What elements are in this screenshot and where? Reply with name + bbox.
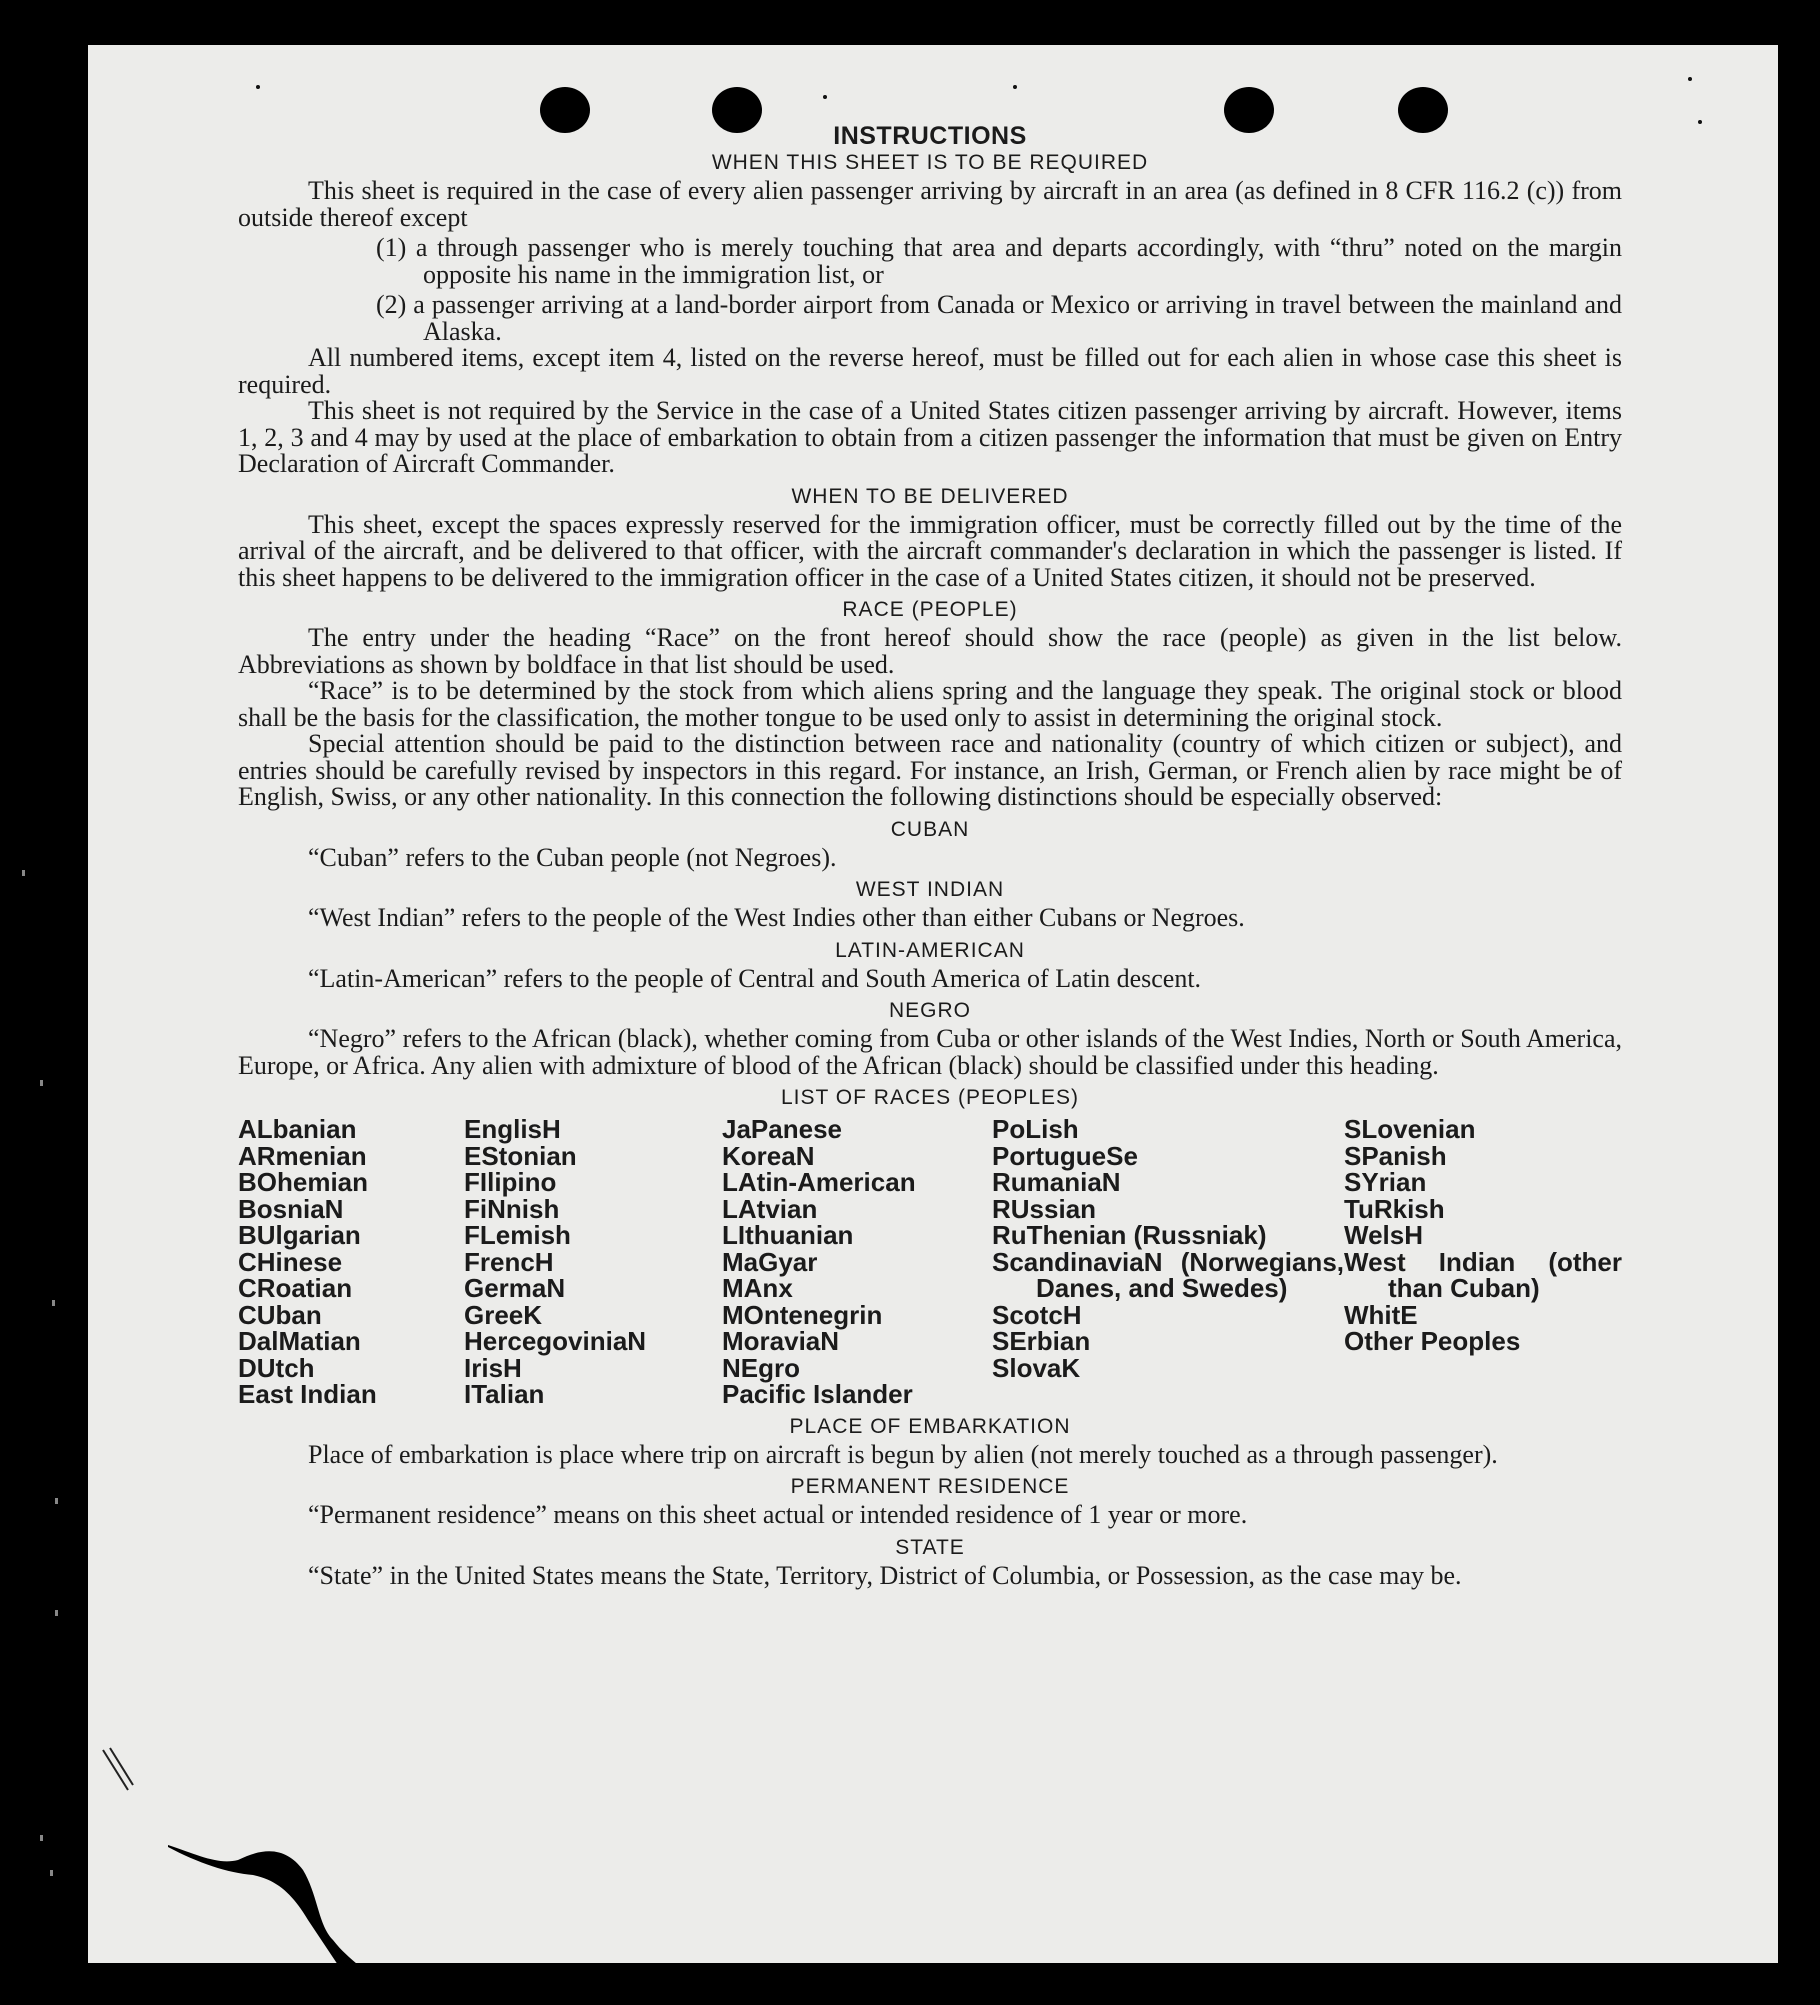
- race-entry: FLemish: [464, 1220, 571, 1250]
- races-list: [238, 1116, 1622, 1408]
- ink-stain: [168, 1825, 408, 1963]
- section-heading: STATE: [895, 1535, 965, 1559]
- races-column: [464, 1116, 722, 1408]
- section-heading: LATIN-AMERICAN: [835, 938, 1025, 962]
- race-entry: IrisH: [464, 1352, 522, 1383]
- list-item: (1) a through passenger who is merely touching that area and departs accordingly, with “thru” noted on the margin opposite his name in the immigration list, or: [376, 233, 1622, 289]
- race-entry: GreeK: [464, 1299, 543, 1330]
- section-heading: PLACE OF EMBARKATION: [789, 1414, 1071, 1438]
- section-heading: PERMANENT RESIDENCE: [790, 1475, 1070, 1498]
- race-entry: CRoatian: [238, 1273, 353, 1303]
- race-entry: ITalian: [464, 1379, 545, 1409]
- section-paragraph: All numbered items, except item 4, listed on the reverse hereof, must be filled out for each alien in whose case this sheet is required.: [238, 343, 1622, 399]
- race-entry: FiNnish: [464, 1193, 560, 1224]
- section-paragraph: “Permanent residence” means on this sheet actual or intended residence of 1 year or more.: [308, 1500, 1248, 1529]
- race-entry: ARmenian: [238, 1140, 367, 1171]
- race-entry: MAnx: [722, 1273, 793, 1303]
- instruction-sheet: [88, 45, 1778, 1963]
- race-entry: JaPanese: [722, 1114, 842, 1144]
- race-entry: LAtvian: [722, 1193, 818, 1224]
- section-heading: RACE (PEOPLE): [842, 598, 1018, 621]
- race-entry: HercegoviniaN: [464, 1326, 647, 1356]
- race-entry: ScotcH: [992, 1299, 1082, 1330]
- race-entry: CUban: [238, 1299, 322, 1330]
- race-entry: ScandinaviaN (Norwegians, Danes, and Swedes): [992, 1246, 1344, 1303]
- race-entry: FrencH: [464, 1246, 554, 1277]
- race-entry: LAtin-American: [722, 1167, 916, 1197]
- section-paragraph: The entry under the heading “Race” on the front hereof should show the race (people) as given in the list below. Abbreviations as shown by boldface in that list should be used.: [238, 623, 1622, 679]
- section-paragraph: “Negro” refers to the African (black), whether coming from Cuba or other islands of the West Indies, North or South America, Europe, or Africa. Any alien with admixture of blood of the African (black) should be classified under this heading.: [238, 1024, 1622, 1080]
- pen-mark: [98, 1745, 138, 1795]
- race-entry: MaGyar: [722, 1246, 818, 1277]
- section-heading: NEGRO: [888, 999, 971, 1022]
- list-item: (2) a passenger arriving at a land-border airport from Canada or Mexico or arriving in travel between the mainland and Alaska.: [376, 290, 1622, 346]
- races-heading: LIST OF RACES (PEOPLES): [780, 1086, 1080, 1109]
- race-entry: LIthuanian: [722, 1220, 854, 1250]
- race-entry: BOhemian: [238, 1167, 369, 1197]
- section-paragraph: “State” in the United States means the State, Territory, District of Columbia, or Possession, as the case may be.: [308, 1560, 1462, 1590]
- race-entry: WhitE: [1344, 1299, 1418, 1330]
- race-entry: GermaN: [464, 1273, 566, 1303]
- race-entry: CHinese: [238, 1246, 343, 1277]
- section-paragraph: “West Indian” refers to the people of the West Indies other than either Cubans or Negroes.: [308, 903, 1245, 932]
- race-entry: KoreaN: [722, 1140, 815, 1171]
- race-entry: PortugueSe: [992, 1140, 1138, 1171]
- race-entry: BosniaN: [238, 1193, 344, 1224]
- race-entry: East Indian: [238, 1379, 377, 1409]
- race-entry: FIlipino: [464, 1167, 557, 1197]
- race-entry: PoLish: [992, 1114, 1079, 1144]
- race-entry: DalMatian: [238, 1326, 361, 1356]
- race-entry: EnglisH: [464, 1114, 561, 1144]
- document-title: INSTRUCTIONS: [833, 122, 1027, 150]
- race-entry: MoraviaN: [722, 1326, 840, 1356]
- race-entry: SYrian: [1344, 1167, 1427, 1197]
- section-heading: WHEN TO BE DELIVERED: [791, 484, 1069, 508]
- section-paragraph: “Cuban” refers to the Cuban people (not Negroes).: [308, 842, 837, 872]
- race-entry: Pacific Islander: [722, 1379, 913, 1409]
- section-paragraph: This sheet is required in the case of every alien passenger arriving by aircraft in an area (as defined in 8 CFR 116.2 (c)) from outside thereof except: [238, 176, 1622, 232]
- section-paragraph: “Latin-American” refers to the people of Central and South America of Latin descent.: [308, 963, 1202, 993]
- section-heading: CUBAN: [890, 817, 970, 841]
- races-column: [722, 1116, 992, 1408]
- race-entry: MOntenegrin: [722, 1299, 883, 1330]
- race-entry: SlovaK: [992, 1352, 1081, 1383]
- race-entry: SPanish: [1344, 1140, 1447, 1171]
- race-entry: West Indian (other than Cuban): [1344, 1246, 1622, 1303]
- race-entry: EStonian: [464, 1140, 577, 1171]
- race-entry: BUlgarian: [238, 1220, 361, 1250]
- race-entry: RumaniaN: [992, 1167, 1121, 1197]
- race-entry: SErbian: [992, 1326, 1091, 1356]
- race-entry: NEgro: [722, 1352, 800, 1383]
- race-entry: WelsH: [1344, 1220, 1423, 1250]
- race-entry: DUtch: [238, 1352, 315, 1383]
- race-entry: RuThenian (Russniak): [992, 1220, 1267, 1250]
- race-entry: Other Peoples: [1344, 1326, 1521, 1356]
- races-column: [1344, 1116, 1622, 1408]
- section-paragraph: This sheet, except the spaces expressly reserved for the immigration officer, must be correctly filled out by the time of the arrival of the aircraft, and be delivered to that officer, with the aircraft commander's declaration in which the passenger is listed. If this sheet happens to be delivered to the immigration officer in the case of a United States citizen, it should not be preserved.: [238, 509, 1622, 592]
- races-column: [992, 1116, 1344, 1408]
- race-entry: SLovenian: [1344, 1114, 1476, 1144]
- section-paragraph: This sheet is not required by the Service in the case of a United States citizen passenger arriving by aircraft. However, items 1, 2, 3 and 4 may by used at the place of embarkation to obtain from a citizen passenger the information that must be given on Entry Declaration of Aircraft Commander.: [238, 396, 1622, 478]
- section-paragraph: Special attention should be paid to the distinction between race and nationality (country of which citizen or subject), and entries should be carefully revised by inspectors in this regard. For instance, an Irish, German, or French alien by race might be of English, Swiss, or any other nationality. In this connection the following distinctions should be especially observed:: [238, 729, 1622, 811]
- section-heading: WHEN THIS SHEET IS TO BE REQUIRED: [711, 151, 1149, 174]
- section-heading: WEST INDIAN: [855, 878, 1005, 901]
- race-entry: RUssian: [992, 1193, 1097, 1224]
- race-entry: ALbanian: [238, 1114, 357, 1144]
- section-paragraph: “Race” is to be determined by the stock from which aliens spring and the language they speak. The original stock or blood shall be the basis for the classification, the mother tongue to be used only to assist in determining the original stock.: [238, 676, 1622, 732]
- races-column: [238, 1116, 464, 1408]
- instructions-body: [238, 121, 1622, 1589]
- section-paragraph: Place of embarkation is place where trip on aircraft is begun by alien (not merely touched as a through passenger).: [308, 1439, 1498, 1469]
- race-entry: TuRkish: [1344, 1193, 1445, 1224]
